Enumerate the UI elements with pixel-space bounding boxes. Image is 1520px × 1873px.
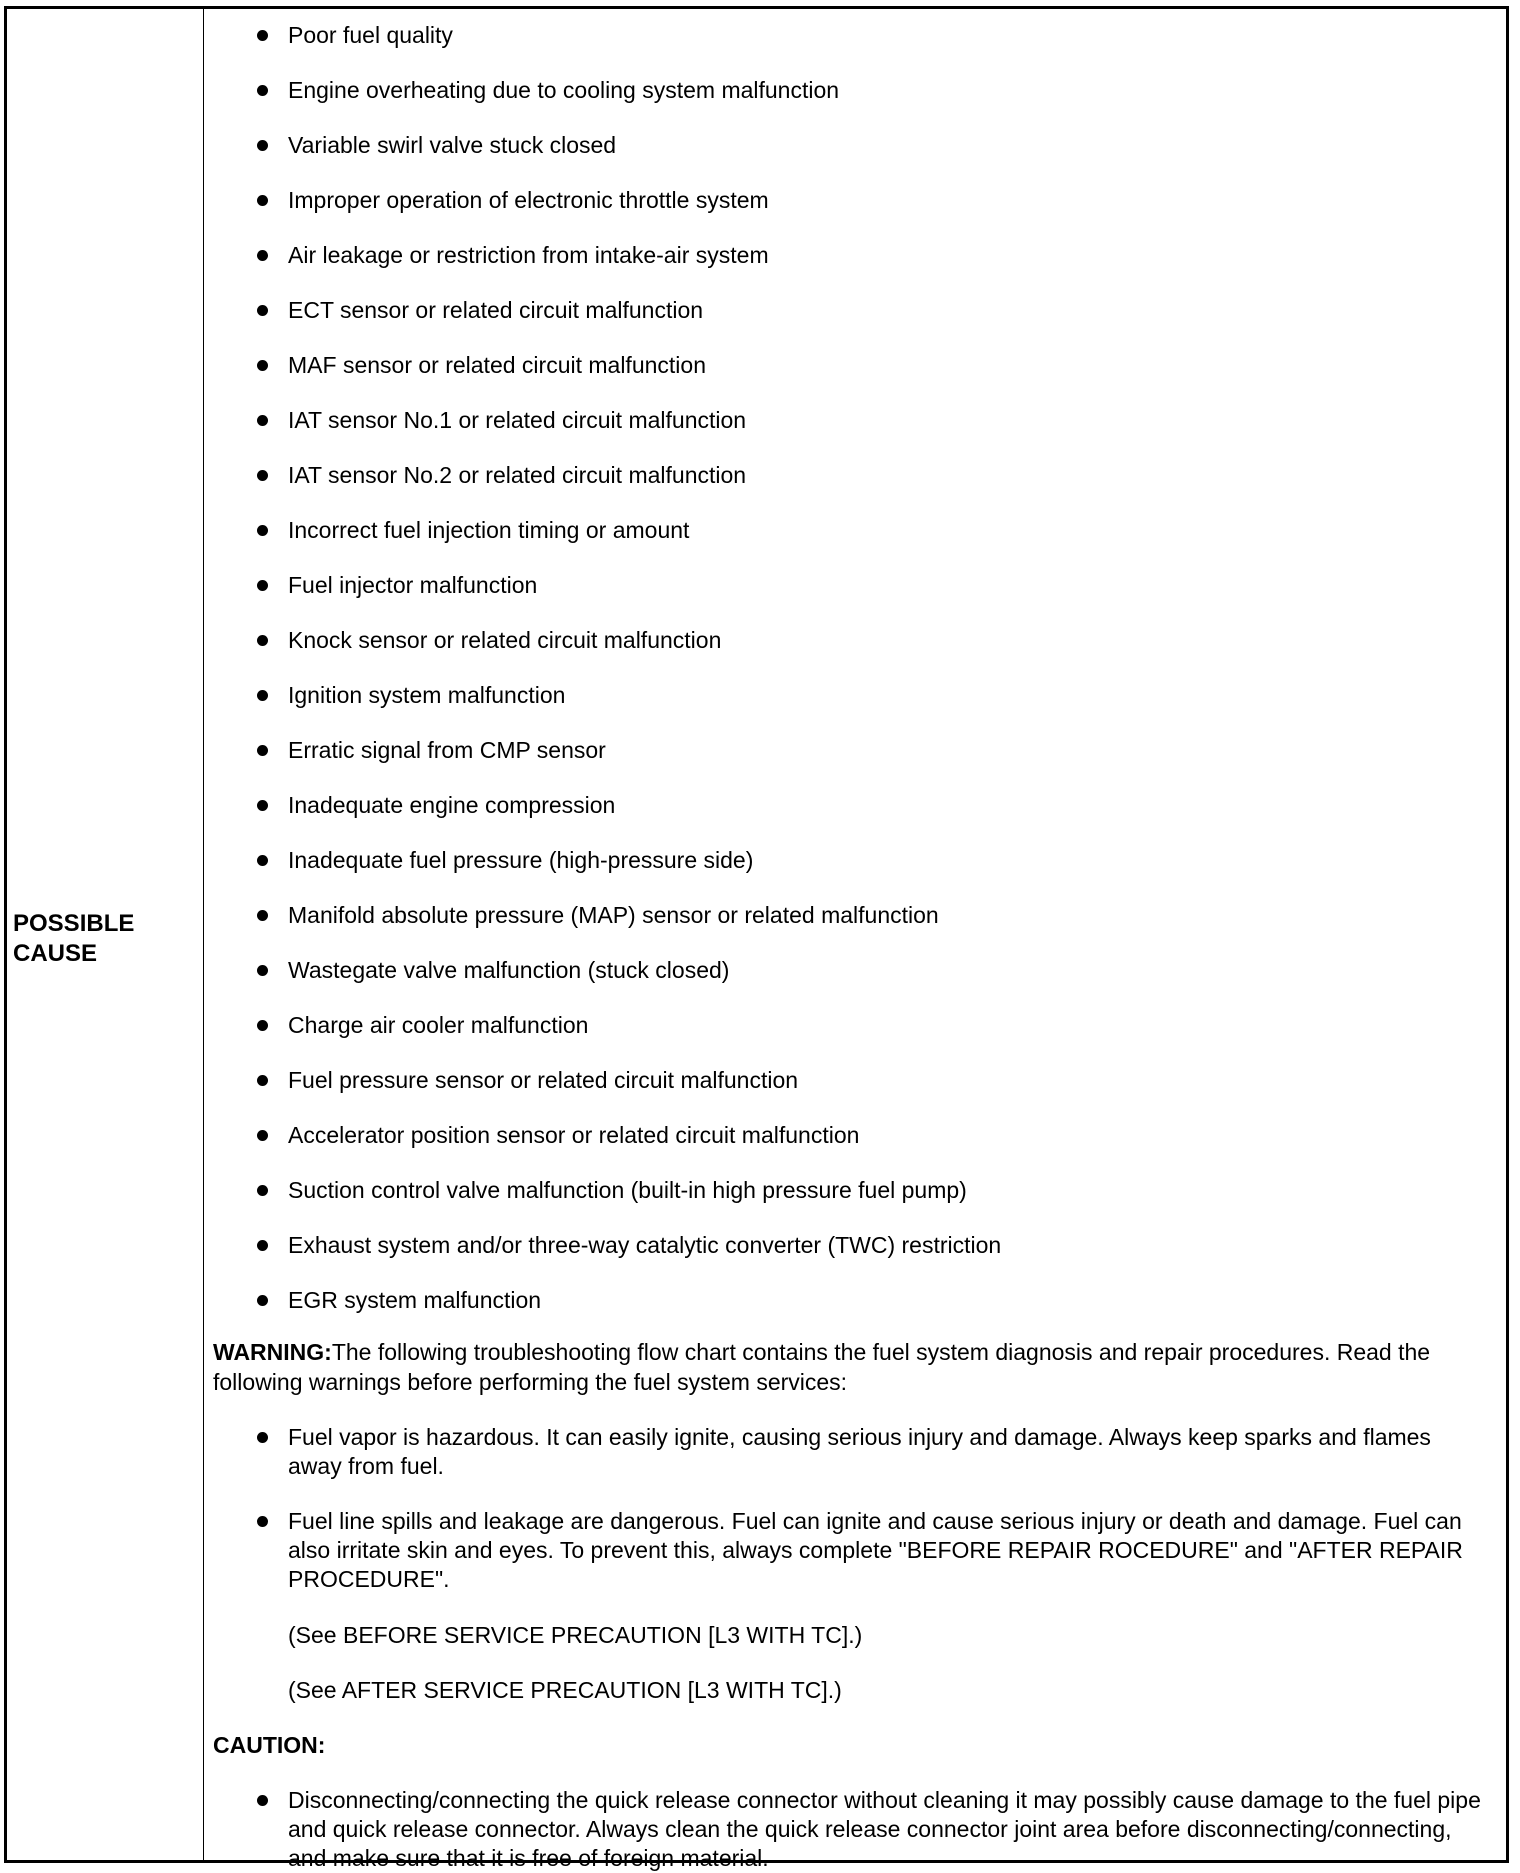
cause-list [213,9,1498,1329]
bullet-icon [257,1516,268,1527]
cause-text: Engine overheating due to cooling system malfunction [288,77,840,103]
cause-item [213,559,1498,614]
bullet-icon [257,1240,268,1251]
cause-text: IAT sensor No.2 or related circuit malfunction [288,462,747,488]
bullet-icon [257,1295,268,1306]
cause-item [213,1164,1498,1219]
cause-item [213,779,1498,834]
cause-item [213,449,1498,504]
warning-text: The following troubleshooting flow chart contains the fuel system diagnosis and repair procedures. Read the following warnings before performing the fuel system services: [213,1339,1431,1395]
caution-item [213,1786,1498,1873]
cause-item [213,394,1498,449]
caution-label: CAUTION: [213,1732,326,1758]
cause-item [213,64,1498,119]
cause-text: Wastegate valve malfunction (stuck closed) [288,957,730,983]
cause-text: Inadequate fuel pressure (high-pressure side) [288,847,754,873]
cause-item [213,119,1498,174]
warning-label: WARNING: [213,1339,332,1365]
cause-text: Knock sensor or related circuit malfunction [288,627,722,653]
row-label-line-1: POSSIBLE [13,910,135,937]
cause-text: Charge air cooler malfunction [288,1012,589,1038]
bullet-icon [257,1795,268,1806]
bullet-icon [257,250,268,261]
bullet-icon [257,195,268,206]
cause-item [213,504,1498,559]
bullet-icon [257,1432,268,1443]
bullet-icon [257,415,268,426]
bullet-icon [257,305,268,316]
bullet-icon [257,855,268,866]
cause-text: Manifold absolute pressure (MAP) sensor or related malfunction [288,902,939,928]
cause-text: Fuel injector malfunction [288,572,538,598]
bullet-icon [257,580,268,591]
cause-text: Air leakage or restriction from intake-air system [288,242,769,268]
warning-item [213,1423,1498,1481]
cause-item [213,284,1498,339]
bullet-icon [257,690,268,701]
bullet-icon [257,1185,268,1196]
bullet-icon [257,910,268,921]
warning-item-text: Fuel vapor is hazardous. It can easily ignite, causing serious injury and damage. Always keep sparks and flames away from fuel. [288,1424,1431,1479]
cause-text: Variable swirl valve stuck closed [288,132,617,158]
cause-item [213,1274,1498,1329]
bullet-icon [257,85,268,96]
bullet-icon [257,1075,268,1086]
cause-text: Accelerator position sensor or related circuit malfunction [288,1122,860,1148]
cause-text: Suction control valve malfunction (built-in high pressure fuel pump) [288,1177,967,1203]
row-label-line-2: CAUSE [13,940,98,967]
bullet-icon [257,30,268,41]
content-cell [213,9,1498,1873]
cause-item [213,999,1498,1054]
cause-text: Improper operation of electronic throttle system [288,187,769,213]
bullet-icon [257,635,268,646]
possible-cause-table [4,6,1509,1871]
cause-item [213,229,1498,284]
cause-text: IAT sensor No.1 or related circuit malfunction [288,407,747,433]
cause-item [213,174,1498,229]
bullet-icon [257,1020,268,1031]
cause-item [213,1054,1498,1109]
warning-item-text: Fuel line spills and leakage are dangerous. Fuel can ignite and cause serious injury or death and damage. Fuel can also irritate skin and eyes. To prevent this, always complete "BEFORE REPAIR ROCEDURE" and "AFTER REPAIR PROCEDURE". [288,1508,1463,1592]
cause-item [213,669,1498,724]
cause-item [213,889,1498,944]
cause-text: Poor fuel quality [288,22,453,48]
cause-item [213,724,1498,779]
column-divider [203,9,204,1860]
cause-item [213,339,1498,394]
cause-text: Erratic signal from CMP sensor [288,737,606,763]
see-after-reference: (See AFTER SERVICE PRECAUTION [L3 WITH TC].) [288,1677,842,1703]
row-label [13,909,193,969]
bullet-icon [257,745,268,756]
cause-item [213,614,1498,669]
bullet-icon [257,470,268,481]
bullet-icon [257,360,268,371]
cause-item [213,834,1498,889]
cause-text: ECT sensor or related circuit malfunction [288,297,704,323]
cause-item [213,1109,1498,1164]
bullet-icon [257,965,268,976]
cause-text: Ignition system malfunction [288,682,566,708]
warning-list [213,1423,1498,1594]
cause-item [213,944,1498,999]
cause-text: Exhaust system and/or three-way catalytic converter (TWC) restriction [288,1232,1002,1258]
bullet-icon [257,1130,268,1141]
bullet-icon [257,140,268,151]
bullet-icon [257,800,268,811]
warning-paragraph [213,1337,1498,1397]
cause-item [213,1219,1498,1274]
warning-item [213,1507,1498,1594]
cause-item [213,9,1498,64]
cause-text: Inadequate engine compression [288,792,616,818]
cause-text: Incorrect fuel injection timing or amount [288,517,690,543]
caution-list [213,1786,1498,1873]
cause-text: EGR system malfunction [288,1287,542,1313]
caution-item-text: Disconnecting/connecting the quick release connector without cleaning it may possibly cause damage to the fuel pipe and quick release connector. Always clean the quick release connector joint area before disconnecting/connecting, and make sure that it is free of foreign material. [288,1787,1481,1871]
cause-text: MAF sensor or related circuit malfunction [288,352,706,378]
bullet-icon [257,525,268,536]
cause-text: Fuel pressure sensor or related circuit malfunction [288,1067,799,1093]
see-before-reference: (See BEFORE SERVICE PRECAUTION [L3 WITH TC].) [288,1622,863,1648]
